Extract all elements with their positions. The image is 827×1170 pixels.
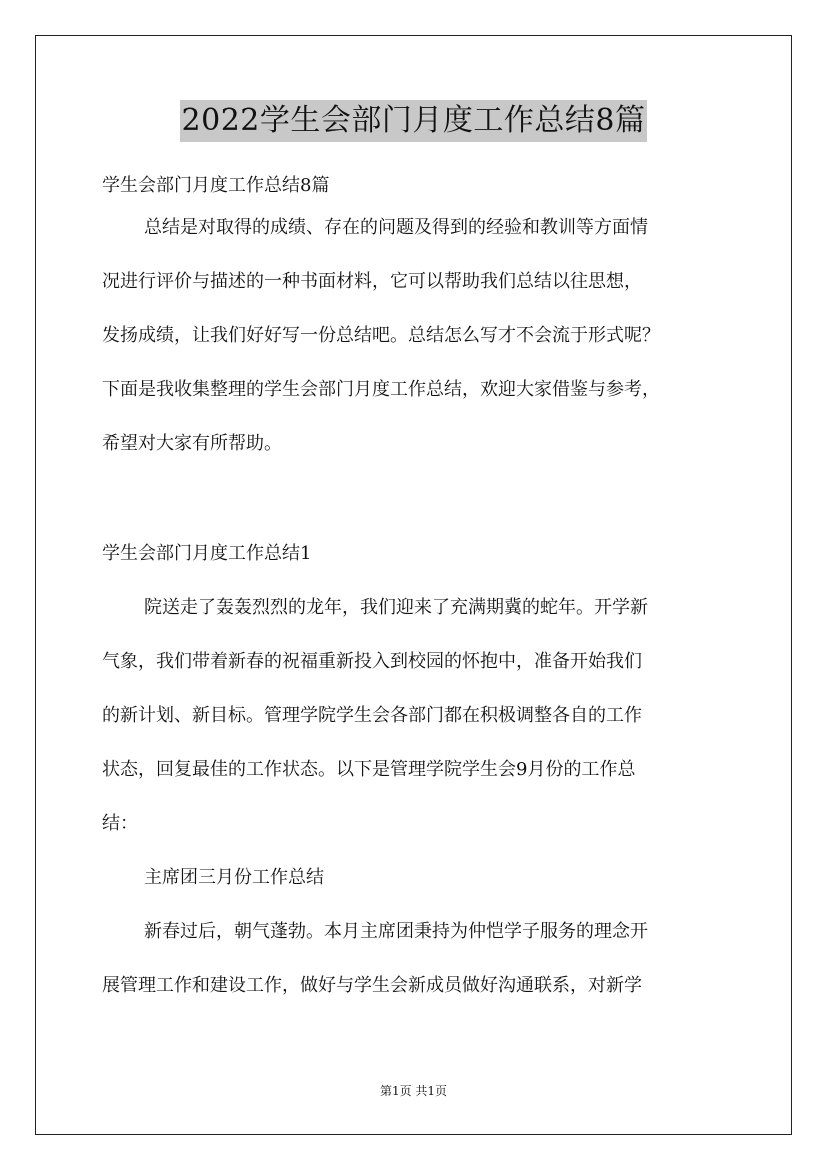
intro-line: 发扬成绩，让我们好好写一份总结吧。总结怎么写才不会流于形式呢？	[102, 325, 660, 346]
section-line: 状态，回复最佳的工作状态。以下是管理学院学生会9月份的工作总	[102, 759, 636, 780]
title-container	[0, 100, 827, 142]
subsection-heading: 主席团三月份工作总结	[144, 867, 324, 888]
document-subtitle: 学生会部门月度工作总结8篇	[102, 175, 330, 196]
section-line: 院送走了轰轰烈烈的龙年，我们迎来了充满期冀的蛇年。开学新	[144, 597, 648, 618]
section-line: 的新计划、新目标。管理学院学生会各部门都在积极调整各自的工作	[102, 705, 642, 726]
subsection-line: 展管理工作和建设工作，做好与学生会新成员做好沟通联系，对新学	[102, 975, 642, 996]
intro-line: 况进行评价与描述的一种书面材料，它可以帮助我们总结以往思想，	[102, 271, 642, 292]
page-footer: 第1页 共1页	[379, 1084, 448, 1098]
subsection-line: 新春过后，朝气蓬勃。本月主席团秉持为仲恺学子服务的理念开	[144, 921, 648, 942]
document-body	[102, 172, 742, 1000]
section-line: 结：	[102, 813, 138, 834]
intro-line: 总结是对取得的成绩、存在的问题及得到的经验和教训等方面情	[144, 217, 648, 238]
section-line: 气象，我们带着新春的祝福重新投入到校园的怀抱中，准备开始我们	[102, 651, 642, 672]
intro-line: 希望对大家有所帮助。	[102, 433, 282, 454]
document-title: 2022学生会部门月度工作总结8篇	[180, 100, 648, 142]
section-heading: 学生会部门月度工作总结1	[102, 543, 312, 564]
intro-line: 下面是我收集整理的学生会部门月度工作总结，欢迎大家借鉴与参考，	[102, 379, 660, 400]
